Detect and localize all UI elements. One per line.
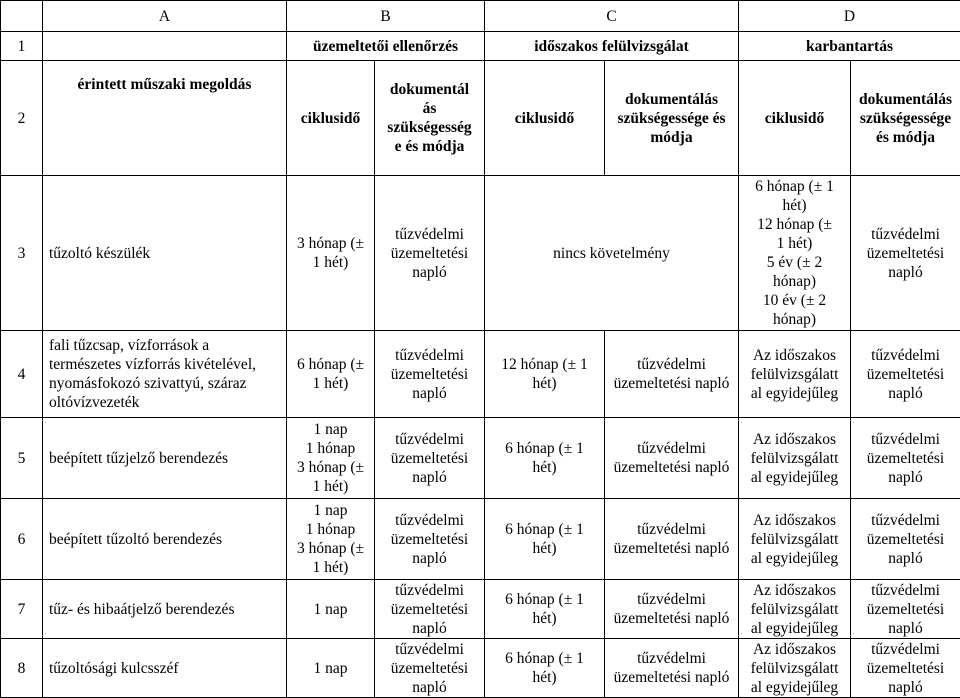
documentation: tűzvédelmi üzemeltetési napló [605, 580, 739, 639]
cycle-time: 1 nap [287, 580, 375, 639]
documentation: tűzvédelmi üzemeltetési napló [851, 418, 960, 499]
column-header-d: D [739, 1, 960, 32]
technical-solution: beépített tűzjelző berendezés [43, 418, 287, 499]
row-number: 1 [1, 32, 43, 61]
row-number: 8 [1, 639, 43, 698]
documentation-heading: dokumentál ás szükségesség e és módja [375, 61, 485, 176]
table-row [1, 176, 960, 331]
maintenance-heading: karbantartás [739, 32, 960, 61]
documentation-heading: dokumentálás szükségessége és módja [851, 61, 960, 176]
technical-solution: fali tűzcsap, vízforrások a természetes vízforrás kivételével, nyomásfokozó szivattyú, száraz oltóvízvezeték [43, 331, 287, 418]
table-row [1, 639, 960, 698]
table-row [1, 61, 960, 176]
table-row [1, 32, 960, 61]
row-number: 5 [1, 418, 43, 499]
column-header-c: C [485, 1, 739, 32]
documentation: tűzvédelmi üzemeltetési napló [851, 580, 960, 639]
technical-solution: beépített tűzoltó berendezés [43, 499, 287, 580]
table-row [1, 499, 960, 580]
cycle-time: 1 nap [287, 639, 375, 698]
cycle-time-heading: ciklusidő [739, 61, 851, 176]
column-letter-row [1, 1, 960, 32]
cycle-time: Az időszakos felülvizsgálatt al egyidejűleg [739, 499, 851, 580]
table-row [1, 580, 960, 639]
cycle-time: 6 hónap (± 1 hét) [287, 331, 375, 418]
technical-solution-heading: érintett műszaki megoldás [43, 61, 287, 176]
cycle-time: Az időszakos felülvizsgálatt al egyidejűleg [739, 418, 851, 499]
documentation: tűzvédelmi üzemeltetési napló [375, 331, 485, 418]
cycle-time-heading: ciklusidő [485, 61, 605, 176]
documentation-heading: dokumentálás szükségessége és módja [605, 61, 739, 176]
row-number: 4 [1, 331, 43, 418]
documentation: tűzvédelmi üzemeltetési napló [375, 639, 485, 698]
empty-cell [43, 32, 287, 61]
row-number: 6 [1, 499, 43, 580]
documentation: tűzvédelmi üzemeltetési napló [375, 499, 485, 580]
documentation: tűzvédelmi üzemeltetési napló [375, 580, 485, 639]
row-number: 3 [1, 176, 43, 331]
periodic-inspection-heading: időszakos felülvizsgálat [485, 32, 739, 61]
documentation: tűzvédelmi üzemeltetési napló [851, 499, 960, 580]
cycle-time: 6 hónap (± 1 hét) [485, 418, 605, 499]
cycle-time: Az időszakos felülvizsgálatt al egyidejűleg [739, 580, 851, 639]
cycle-time: 1 nap 1 hónap 3 hónap (± 1 hét) [287, 418, 375, 499]
documentation: tűzvédelmi üzemeltetési napló [851, 331, 960, 418]
column-header-a: A [43, 1, 287, 32]
no-requirement: nincs követelmény [485, 176, 739, 331]
technical-solution: tűzoltó készülék [43, 176, 287, 331]
documentation: tűzvédelmi üzemeltetési napló [605, 418, 739, 499]
documentation: tűzvédelmi üzemeltetési napló [605, 331, 739, 418]
cycle-time: 12 hónap (± 1 hét) [485, 331, 605, 418]
documentation: tűzvédelmi üzemeltetési napló [605, 499, 739, 580]
cycle-time: 1 nap 1 hónap 3 hónap (± 1 hét) [287, 499, 375, 580]
operator-check-heading: üzemeltetői ellenőrzés [287, 32, 485, 61]
documentation: tűzvédelmi üzemeltetési napló [375, 176, 485, 331]
cycle-time: 6 hónap (± 1 hét) [485, 499, 605, 580]
cycle-time: Az időszakos felülvizsgálatt al egyidejűleg [739, 639, 851, 698]
corner-cell [1, 1, 43, 32]
technical-solution: tűz- és hibaátjelző berendezés [43, 580, 287, 639]
technical-solution: tűzoltósági kulcsszéf [43, 639, 287, 698]
cycle-time: 6 hónap (± 1 hét) 12 hónap (± 1 hét) 5 év (± 2 hónap) 10 év (± 2 hónap) [739, 176, 851, 331]
cycle-time: 3 hónap (± 1 hét) [287, 176, 375, 331]
cycle-time: 6 hónap (± 1 hét) [485, 639, 605, 698]
documentation: tűzvédelmi üzemeltetési napló [375, 418, 485, 499]
table-row [1, 331, 960, 418]
column-header-b: B [287, 1, 485, 32]
row-number: 2 [1, 61, 43, 176]
cycle-time: Az időszakos felülvizsgálatt al egyidejűleg [739, 331, 851, 418]
documentation: tűzvédelmi üzemeltetési napló [851, 176, 960, 331]
documentation: tűzvédelmi üzemeltetési napló [605, 639, 739, 698]
cycle-time-heading: ciklusidő [287, 61, 375, 176]
row-number: 7 [1, 580, 43, 639]
table-row [1, 418, 960, 499]
cycle-time: 6 hónap (± 1 hét) [485, 580, 605, 639]
documentation: tűzvédelmi üzemeltetési napló [851, 639, 960, 698]
